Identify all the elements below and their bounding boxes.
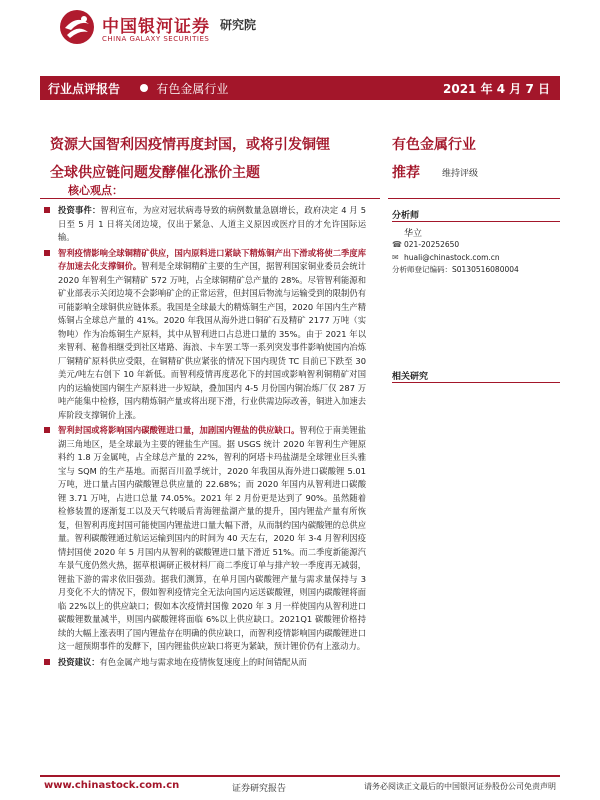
paragraph-text: 智利是全球铜精矿主要的生产国，据智利国家铜业委员会统计 2020 年智利生产铜精矿 572 万吨，占全球铜精矿总产量的 28%。尽管智利能源和矿业部表示关闭边境不会影响矿企的正常运营，但封国后物流与运输受到的限制仍有可能影响全球铜供应链体系。我国是全球最大的精炼铜生产国，2020 年国内生产精炼铜占全球总产量的 41%。2020 年我国从海外进口铜矿石及精矿 2177 万吨（实物吨）作为冶炼铜生产原料，其中从智利进口占总进口量的 35%。由于 2021 年以来智利、秘鲁相继受到社区堵路、海浪、卡车罢工等一系列突发事件影响使国内冶炼厂铜精矿原料供应受限，在铜精矿供应紧张的情况下国内现货 TC 目前已下跌至 30 美元/吨左右创下 10 年新低。而智利疫情再度恶化下的封国或影响智利铜精矿对国内的运输使国内铜生产原料进一步短缺，叠加国内 4-5 月份国内铜冶炼厂仅 287 万吨产能集中检修，国内精炼铜产量或将出现下滑，行业供需边际改善，铜进入加速去库阶段支撑铜价上涨。 [58, 261, 366, 420]
square-bullet-icon [44, 659, 50, 665]
company-logo [58, 8, 278, 50]
header-band [40, 76, 560, 100]
square-bullet-icon [44, 207, 50, 213]
report-type-group [48, 80, 228, 97]
footer-label: 证券研究报告 [232, 784, 287, 794]
email-icon: ✉ [392, 253, 399, 262]
square-bullet-icon [44, 427, 50, 433]
analyst-cert [392, 264, 519, 275]
rating: 推荐 [392, 165, 420, 181]
footer-website[interactable]: www.chinastock.com.cn [44, 780, 180, 791]
paragraph-text: 有色金属产地与需求地在疫情恢复速度上的时间错配从而 [99, 656, 307, 667]
paragraph-lead: 智利封国或将影响国内碳酸锂进口量，加剧国内锂盐的供应缺口。 [58, 425, 300, 435]
paragraph [58, 204, 366, 245]
logo-dept-text: 研究院 [220, 18, 257, 32]
cert-label: 分析师登记编码： [392, 265, 452, 274]
divider [392, 382, 560, 383]
analyst-heading: 分析师 [392, 211, 420, 221]
phone-icon: ☎ [392, 240, 402, 249]
footer-divider [40, 775, 560, 777]
sidebar-sector: 有色金属行业 [392, 137, 476, 153]
report-title-line1: 资源大国智利因疫情再度封国，或将引发铜锂 [50, 137, 330, 153]
related-research-heading: 相关研究 [392, 372, 429, 382]
report-date: 2021 年 4 月 7 日 [443, 82, 550, 96]
phone-number: 021-20252650 [404, 240, 460, 249]
paragraph-text: 智利位于南美锂盐湖三角地区，是全球最为主要的锂盐生产国。据 USGS 统计 2020 年智利生产锂原料约 1.8 万金属吨，占全球总产量的 22%，智利的阿塔卡玛盐湖是全球锂业巨头雅宝与 SQM 的生产基地。而据百川盈孚统计，2020 年我国从海外进口碳酸锂 5.01 万吨，进口量占国内碳酸锂总供应量的 22.68%；而 2020 年国内从智利进口碳酸锂 3.71 万吨，占进口总量 74.05%。2021 年 2 月份更是达到了 90%。虽然随着检修装置的逐渐复工以及天气转暖后青海锂盐湖产量的提升，国内锂盐产量有所恢复，但智利再度封国可能使国内锂盐进口量大幅下滑，从而制约国内碳酸锂的总供应量。智利碳酸锂通过航运运输到国内的时间为 40 天左右，2020 年 3-4 月智利因疫情封国使 2020 年 5 月国内从智利的碳酸锂进口量下滑近 51%。而二季度新能源汽车景气度仍然火热，据草根调研正极材料厂商二季度订单与排产较一季度再无减弱，锂盐下游的需求依旧强劲。据我们测算，在单月国内碳酸锂产量与需求量保持与 3 月变化不大的情况下，假如智利疫情完全无法向国内运送碳酸锂，则国内碳酸锂将面临 22%以上的供应缺口；假如本次疫情封国像 2020 年 3 月一样使国内从智利进口碳酸锂数量减半，则国内碳酸锂将面临 6%以上供应缺口。2021Q1 碳酸锂价格持续的大幅上涨表明了国内锂盐存在明确的供应缺口，而智利疫情影响国内碳酸锂进口这一超预期事件的发酵下，国内锂盐供应缺口将更为紧缺，预计锂价仍有上涨动力。 [58, 425, 366, 651]
paragraph-lead: 智利疫情影响全球铜精矿供应，国内原料进口紧缺下精炼铜产出下滑或将使二季度库存加速去化支撑铜价。 [58, 247, 366, 271]
paragraph-text: 智利宣布，为应对冠状病毒导致的病例数量急剧增长，政府决定 4 月 5 日至 5 月 1 日将关闭边境，仅出于紧急、人道主义原因或医疗目的才允许国际运输。 [58, 205, 366, 242]
analyst-email[interactable] [392, 253, 500, 262]
report-title-line2: 全球供应链问题发酵催化涨价主题 [50, 165, 260, 181]
band-sector: 有色金属行业 [156, 82, 229, 96]
paragraph [58, 656, 366, 670]
logo-en-text: CHINA GALAXY SECURITIES [102, 35, 210, 43]
core-view-heading: 核心观点： [68, 184, 123, 197]
divider [40, 198, 380, 199]
paragraph [58, 247, 366, 423]
paragraph [58, 424, 366, 654]
cert-number: S0130516080004 [452, 265, 519, 274]
divider [388, 198, 560, 199]
paragraph-lead: 投资建议： [58, 656, 100, 667]
report-body [58, 204, 366, 671]
paragraph-lead: 投资事件： [58, 205, 101, 215]
analyst-name: 华立 [404, 229, 423, 239]
rating-note: 维持评级 [442, 169, 479, 179]
analyst-phone [392, 240, 459, 249]
footer-disclaimer: 请务必阅读正文最后的中国银河证券股份公司免责声明 [364, 782, 556, 791]
email-address[interactable]: huali@chinastock.com.cn [404, 253, 500, 262]
bullet-dot-icon [140, 84, 148, 92]
logo-cn-text: 中国银河证券 [102, 17, 210, 37]
report-type: 行业点评报告 [48, 82, 121, 96]
divider [392, 221, 560, 222]
galaxy-logo-icon [58, 8, 96, 46]
square-bullet-icon [44, 250, 50, 256]
